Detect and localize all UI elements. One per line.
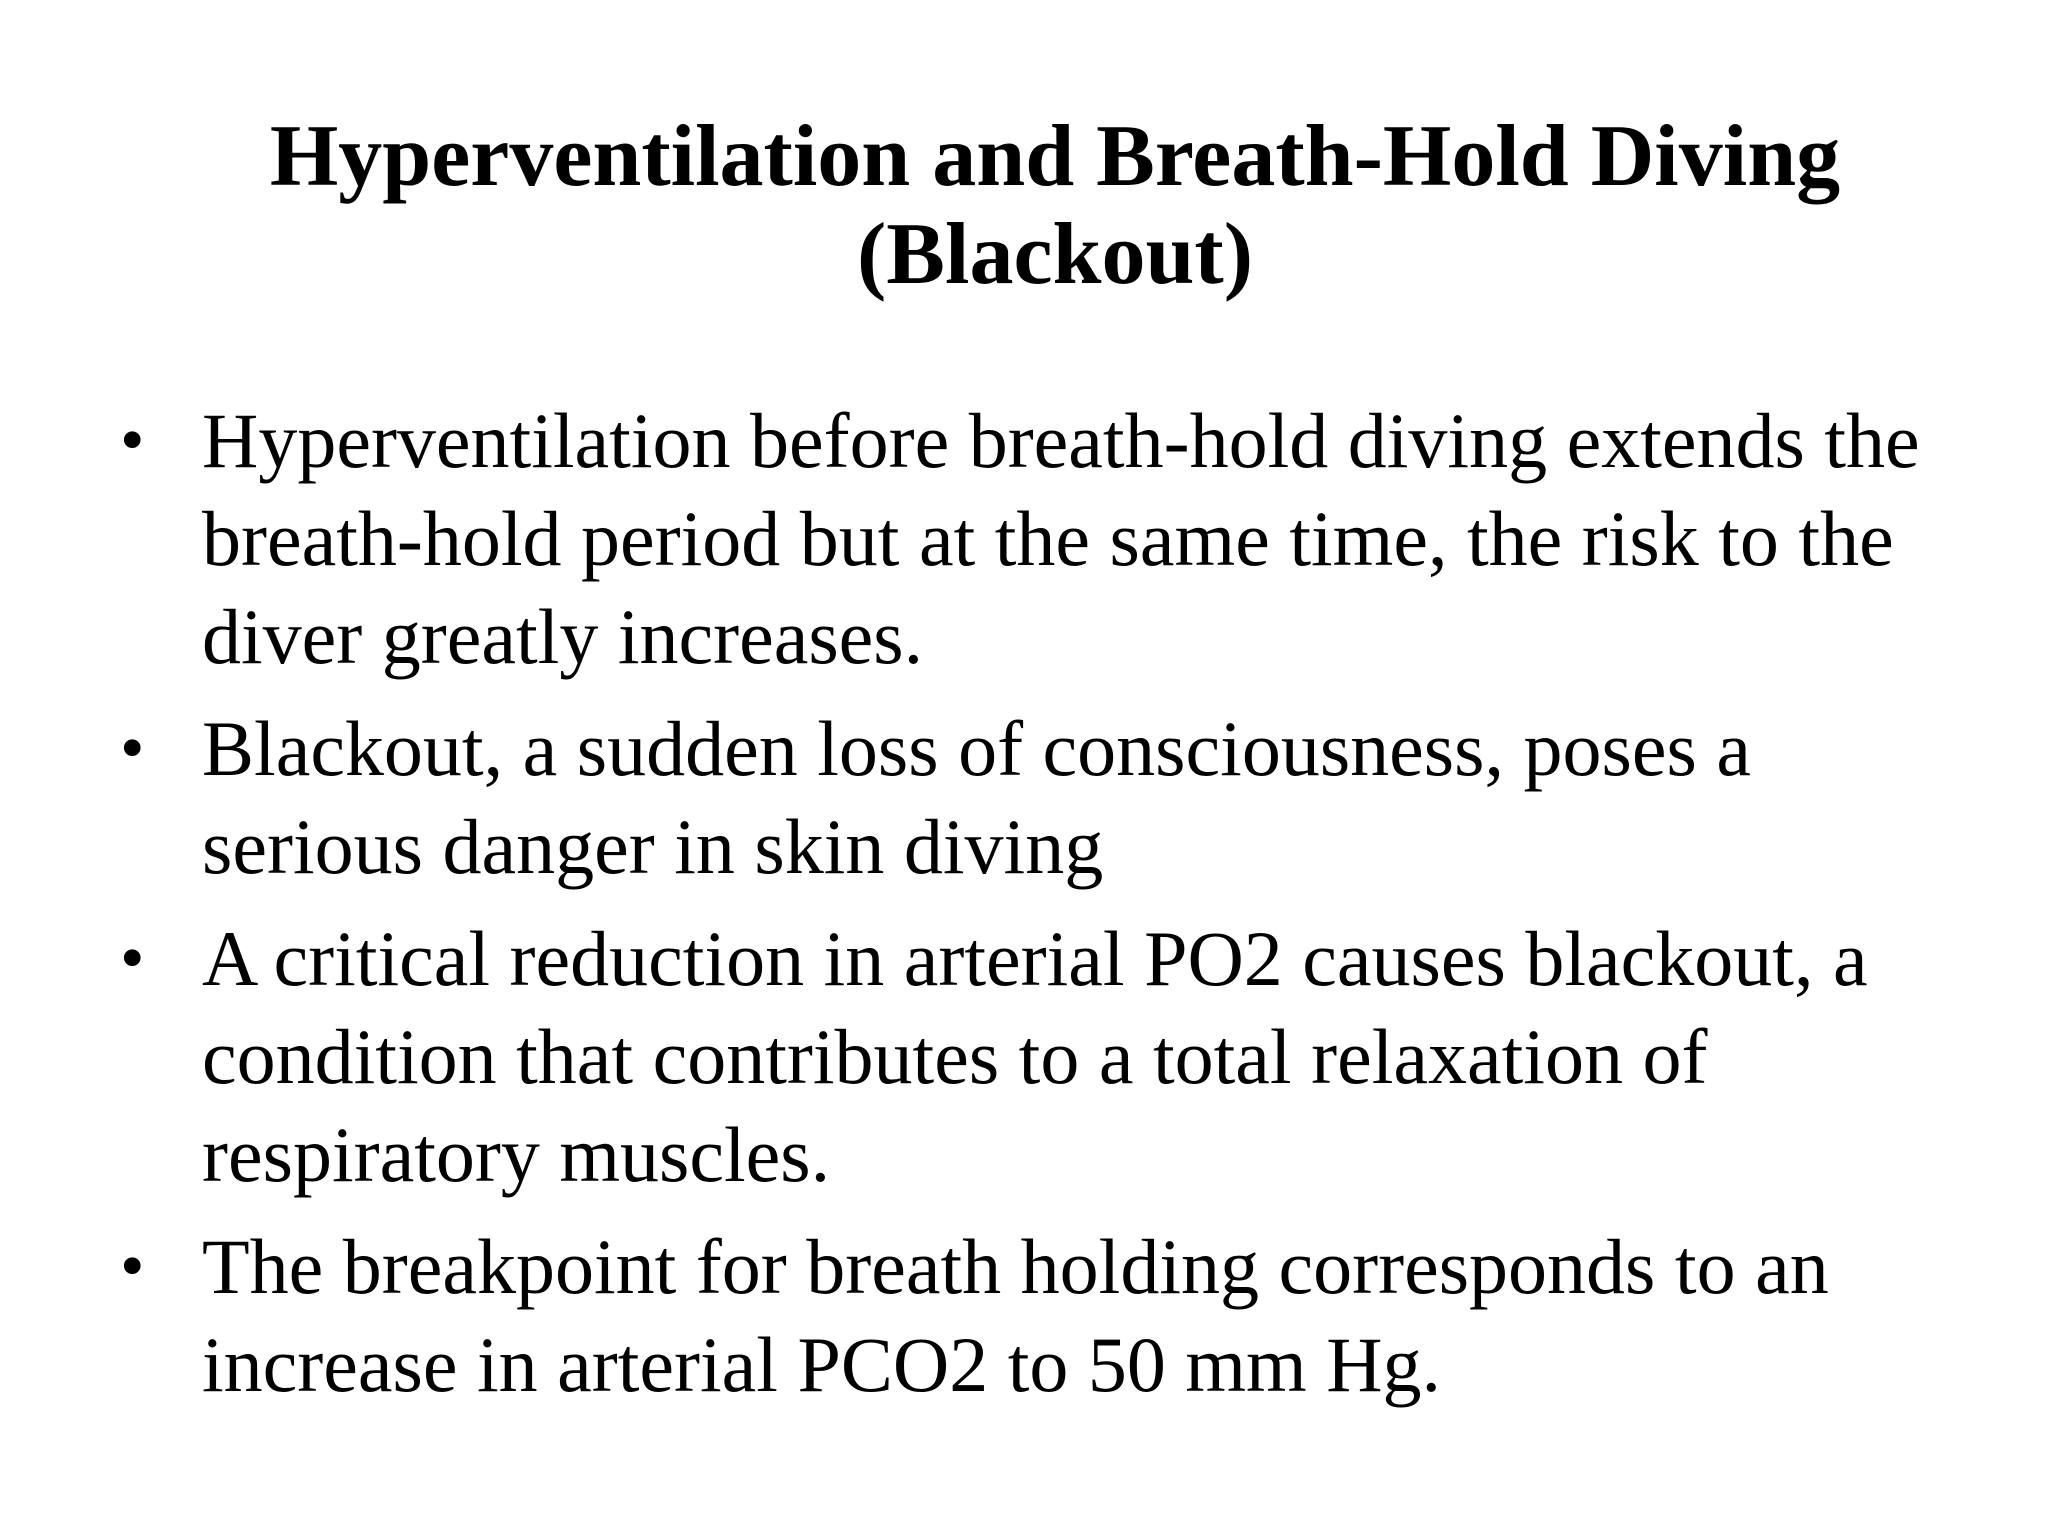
bullet-list [120,392,1980,1428]
bullet-text: A critical reduction in arterial PO2 causes blackout, a condition that contributes to a total relaxation of respiratory muscles. [202,915,1868,1198]
bullet-icon: • [120,920,145,997]
bullet-text: Hyperventilation before breath-hold diving extends the breath-hold period but at the same time, the risk to the diver greatly increases. [202,397,1920,680]
bullet-text: The breakpoint for breath holding corresponds to an increase in arterial PCO2 to 50 mm Hg. [202,1223,1829,1408]
slide-title [150,108,1960,304]
bullet-icon: • [120,710,145,787]
bullet-item-blackout [120,700,1980,896]
slide-title-line-2: (Blackout) [857,206,1253,303]
bullet-icon: • [120,402,145,479]
bullet-item-hyperventilation [120,392,1980,686]
slide-title-line-1: Hyperventilation and Breath-Hold Diving [269,108,1841,205]
bullet-text: Blackout, a sudden loss of consciousness, poses a serious danger in skin diving [202,705,1751,890]
bullet-item-po2 [120,910,1980,1204]
bullet-icon: • [120,1228,145,1305]
bullet-item-breakpoint [120,1218,1980,1414]
